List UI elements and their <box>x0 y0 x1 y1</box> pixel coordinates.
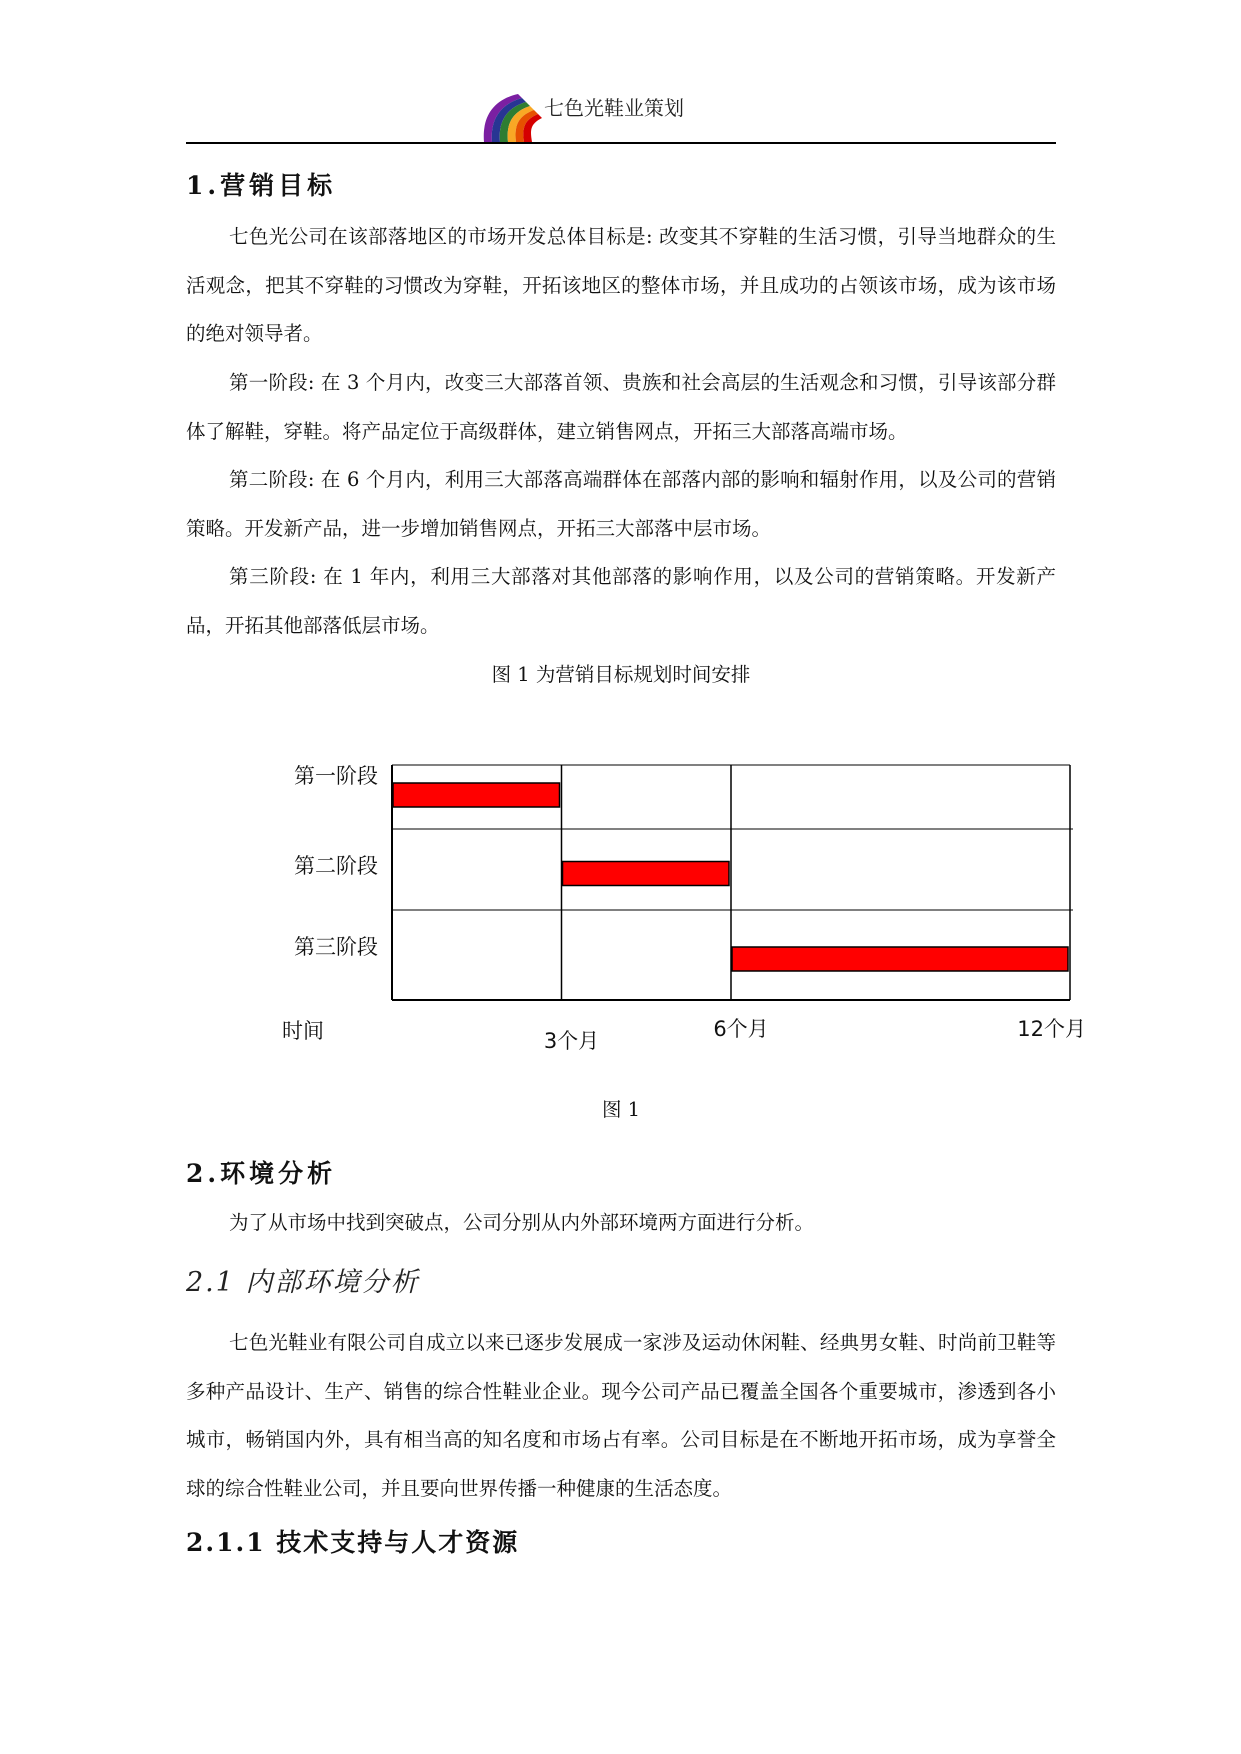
subsection-heading-internal-environment: 2.1 内部环境分析 <box>186 1267 420 1298</box>
gantt-bar <box>393 783 560 807</box>
rainbow-arc-logo-icon <box>478 88 542 142</box>
gantt-chart <box>270 745 1100 1065</box>
gantt-tick-label: 3个月 <box>543 1029 600 1053</box>
paragraph-environment-intro: 为了从市场中找到突破点，公司分别从内外部环境两方面进行分析。 <box>229 1211 815 1234</box>
gantt-task-label: 第二阶段 <box>294 854 378 878</box>
paragraph-overall-goal: 七色光公司在该部落地区的市场开发总体目标是: 改变其不穿鞋的生活习惯，引导当地群众的生活观念，把其不穿鞋的习惯改为穿鞋，开拓该地区的整体市场，并且成功的占领该市场，成为该市场的绝对领导者。 <box>186 225 1056 345</box>
gantt-tick-label: 6个月 <box>713 1017 769 1041</box>
gantt-bar <box>563 862 730 886</box>
paragraph-phase-1: 第一阶段: 在 3 个月内，改变三大部落首领、贵族和社会高层的生活观念和习惯，引导该部分群体了解鞋，穿鞋。将产品定位于高级群体，建立销售网点，开拓三大部落高端市场。 <box>186 371 1056 443</box>
subsection-heading-tech-talent: 2.1.1 技术支持与人才资源 <box>186 1528 520 1557</box>
section-heading-environment-analysis: 2.环境分析 <box>186 1159 337 1188</box>
gantt-bar <box>732 947 1068 971</box>
gantt-task-label: 第三阶段 <box>294 935 378 959</box>
gantt-tick-label: 12个月 <box>1017 1017 1086 1041</box>
paragraph-phase-3: 第三阶段: 在 1 年内，利用三大部落对其他部落的影响作用，以及公司的营销策略。开发新产品，开拓其他部落低层市场。 <box>186 565 1056 637</box>
paragraph-phase-2: 第二阶段: 在 6 个月内，利用三大部落高端群体在部落内部的影响和辐射作用，以及公司的营销策略。开发新产品，进一步增加销售网点，开拓三大部落中层市场。 <box>186 468 1056 540</box>
figure-label: 图 1 <box>601 1098 641 1121</box>
header-divider <box>186 142 1056 144</box>
gantt-task-label: 第一阶段 <box>294 764 378 788</box>
page-header <box>186 80 1056 142</box>
gantt-x-axis-label: 时间 <box>282 1019 324 1043</box>
header-title: 七色光鞋业策划 <box>544 96 684 120</box>
paragraph-internal-environment: 七色光鞋业有限公司自成立以来已逐步发展成一家涉及运动休闲鞋、经典男女鞋、时尚前卫鞋等多种产品设计、生产、销售的综合性鞋业企业。现今公司产品已覆盖全国各个重要城市，渗透到各小城市，畅销国内外，具有相当高的知名度和市场占有率。公司目标是在不断地开拓市场，成为享誉全球的综合性鞋业公司，并且要向世界传播一种健康的生活态度。 <box>186 1331 1056 1500</box>
section-heading-marketing-goals: 1.营销目标 <box>186 171 337 200</box>
figure-title: 图 1 为营销目标规划时间安排 <box>491 663 751 686</box>
